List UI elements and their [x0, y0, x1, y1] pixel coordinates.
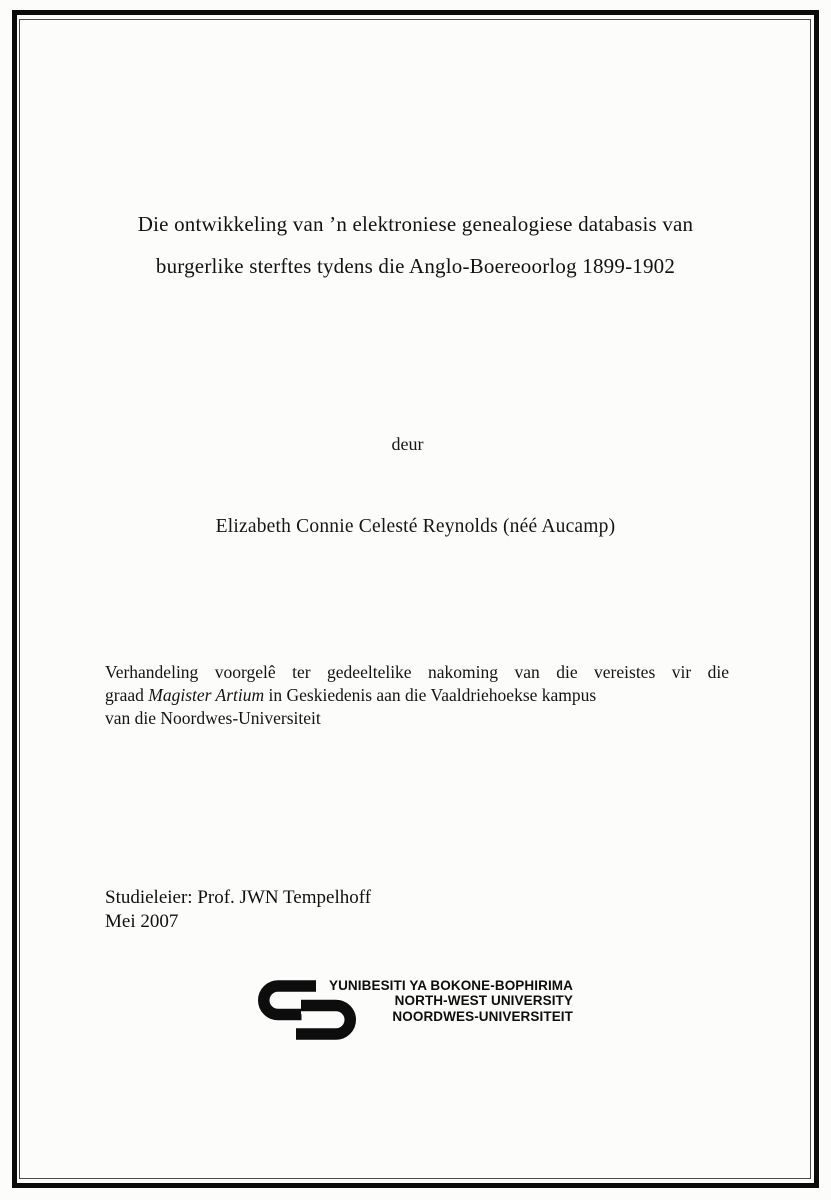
- supervisor-block: [105, 886, 371, 933]
- university-logo: [250, 970, 580, 1050]
- degree-title: Magister Artium: [148, 685, 265, 705]
- date-line: Mei 2007: [105, 910, 179, 932]
- degree-statement-line-3: van die Noordwes-Universiteit: [105, 708, 321, 728]
- author-name: Elizabeth Connie Celesté Reynolds (néé Aucamp): [215, 516, 616, 537]
- logo-text-line-setswana: YUNIBESITI YA BOKONE-BOPHIRIMA: [328, 978, 573, 993]
- supervisor-line: Studieleier: Prof. JWN Tempelhoff: [105, 887, 372, 908]
- title-line-1: Die ontwikkeling van ’n elektroniese genealogiese databasis van: [137, 212, 694, 236]
- degree-statement-line2-prefix: graad: [105, 685, 144, 705]
- logo-text-line-english: NORTH-WEST UNIVERSITY: [394, 993, 573, 1009]
- degree-statement: [105, 661, 729, 730]
- university-logo-text: [309, 978, 573, 1024]
- degree-statement-line-2: [105, 684, 729, 707]
- logo-text-line-afrikaans: NOORDWES-UNIVERSITEIT: [392, 1008, 573, 1024]
- page-title: [40, 203, 791, 287]
- title-line-2: burgerlike sterftes tydens die Anglo-Boereoorlog 1899-1902: [155, 254, 676, 278]
- degree-statement-line2-suffix: in Geskiedenis aan die Vaaldriehoekse kampus: [268, 685, 597, 705]
- byline: deur: [391, 434, 424, 454]
- degree-statement-line-1: Verhandeling voorgelê ter gedeeltelike nakoming van die vereistes vir die: [105, 662, 729, 682]
